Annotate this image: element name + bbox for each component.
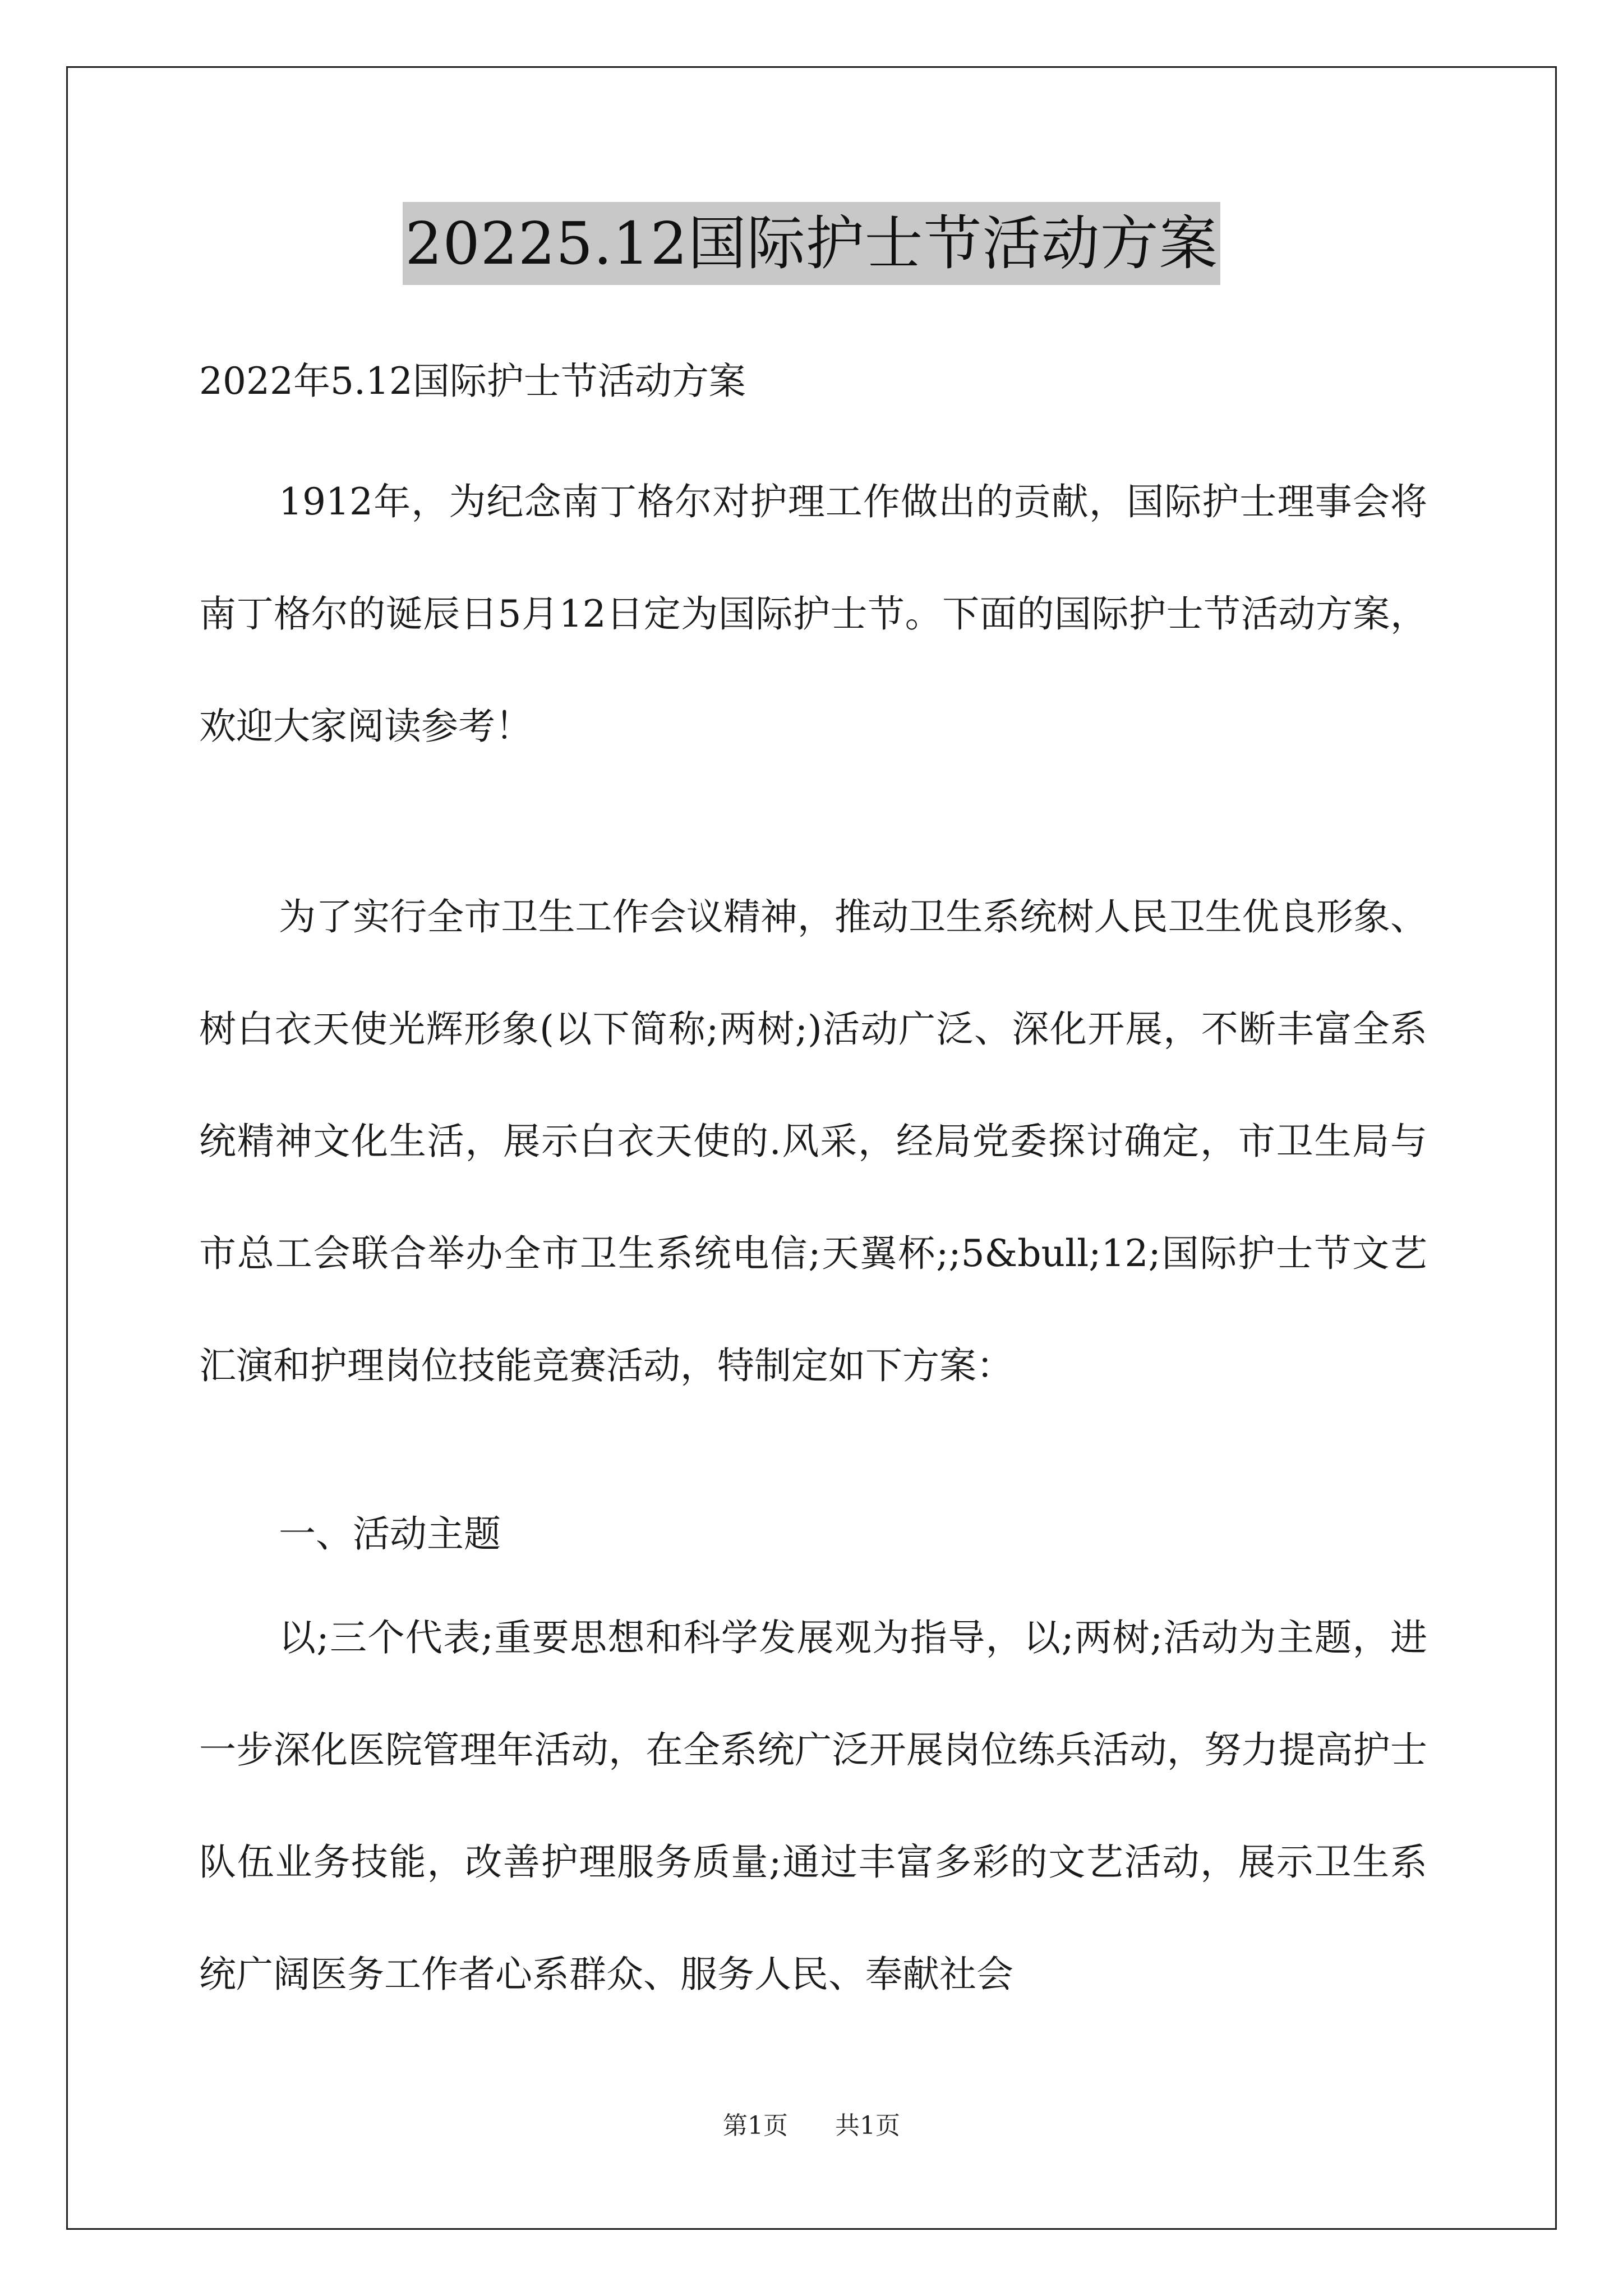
intro-paragraph: 1912年，为纪念南丁格尔对护理工作做出的贡献，国际护士理事会将南丁格尔的诞辰日5月12日定为国际护士节。下面的国际护士节活动方案，欢迎大家阅读参考！ — [199, 480, 1427, 748]
document-subtitle: 2022年5.12国际护士节活动方案 — [199, 360, 746, 403]
section-heading: 一、活动主题 — [279, 1512, 501, 1556]
theme-paragraph: 以;三个代表;重要思想和科学发展观为指导，以;两树;活动为主题，进一步深化医院管理年活动，在全系统广泛开展岗位练兵活动，努力提高护士队伍业务技能，改善护理服务质量;通过丰富多彩的文艺活动，展示卫生系统广阔医务工作者心系群众、服务人民、奉献社会 — [199, 1616, 1427, 1996]
document-title: 20225.12国际护士节活动方案 — [403, 202, 1220, 285]
purpose-paragraph: 为了实行全市卫生工作会议精神，推动卫生系统树人民卫生优良形象、树白衣天使光辉形象(以下简称;两树;)活动广泛、深化开展，不断丰富全系统精神文化生活，展示白衣天使的.风采，经局党委探讨确定，市卫生局与市总工会联合举办全市卫生系统电信;天翼杯;;5&bull;12;国际护士节文艺汇演和护理岗位技能竞赛活动，特制定如下方案： — [199, 895, 1427, 1387]
title-container — [0, 202, 1623, 285]
page-footer — [0, 2109, 1623, 2143]
page-number-current: 第1页 — [723, 2111, 788, 2140]
page-number-total: 共1页 — [835, 2111, 900, 2140]
